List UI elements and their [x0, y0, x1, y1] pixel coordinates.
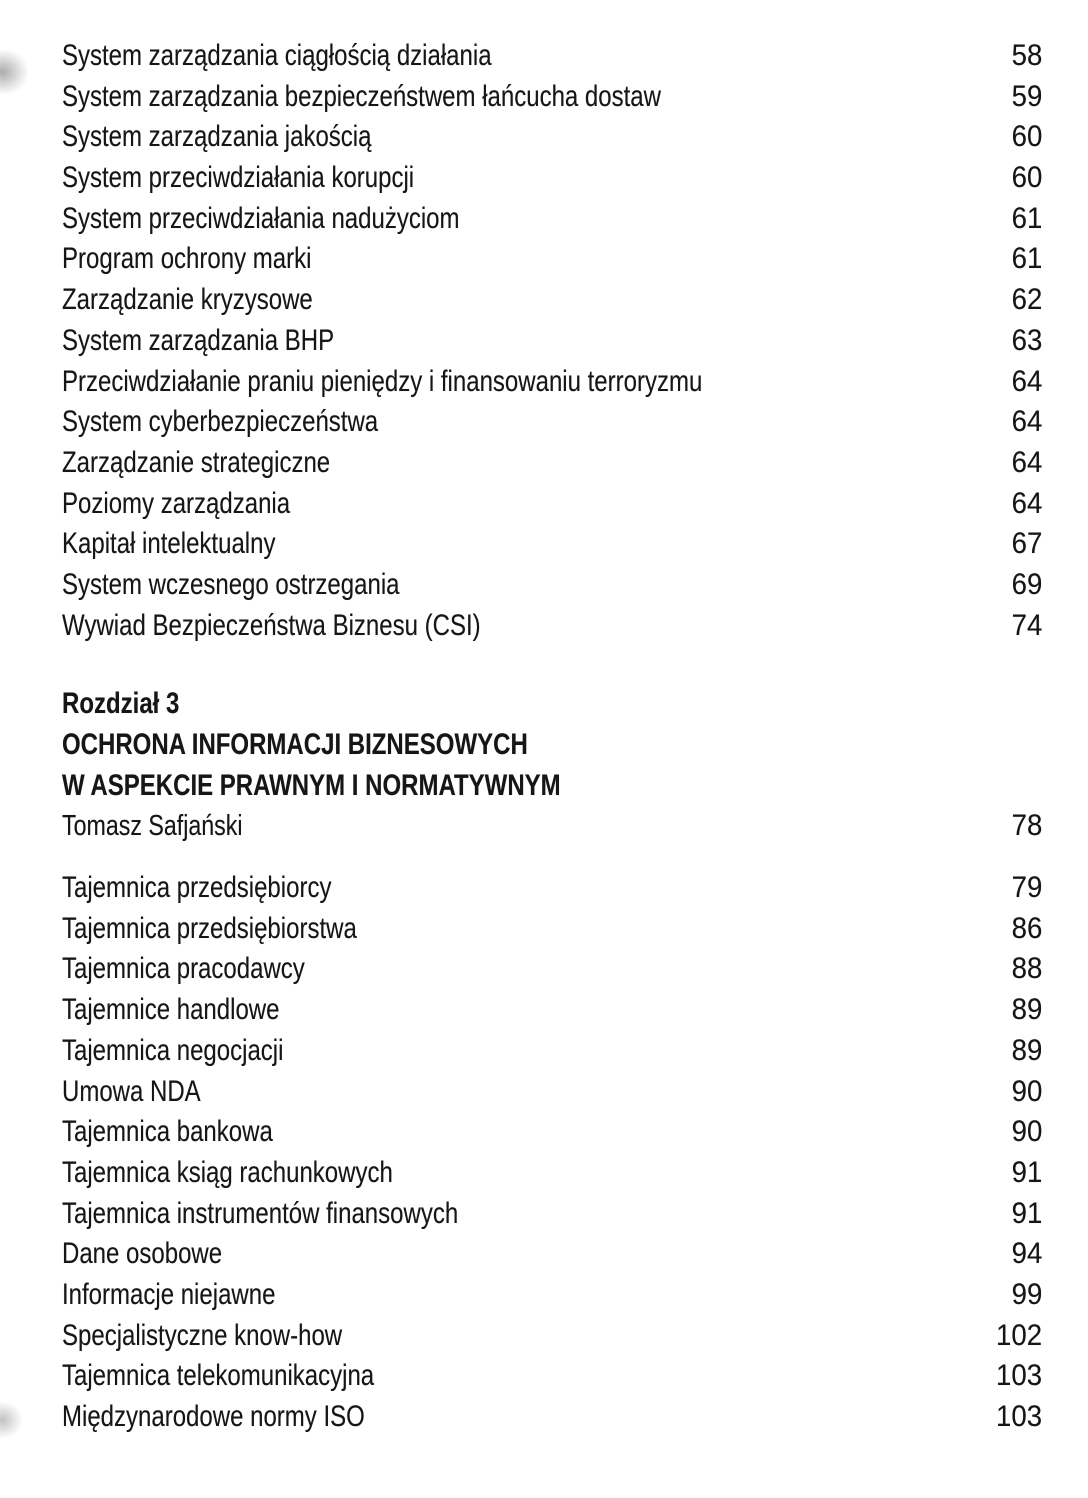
- toc-entry-row: [62, 1234, 1042, 1275]
- toc-entry-page-number: 61: [1011, 242, 1042, 276]
- toc-entry-row: [62, 1112, 1042, 1153]
- toc-entry-row: [62, 199, 1042, 240]
- toc-entry-page-number: 64: [1011, 486, 1042, 520]
- toc-entry-title: Tajemnica ksiąg rachunkowych: [62, 1155, 393, 1189]
- toc-entry-title: Informacje niejawne: [62, 1277, 276, 1311]
- toc-entry-title: Umowa NDA: [62, 1074, 201, 1108]
- toc-entry-row: [62, 565, 1042, 606]
- toc-entry-title: Tajemnica pracodawcy: [62, 952, 305, 986]
- toc-entry-page-number: 58: [1011, 39, 1042, 72]
- toc-entry-title: Dane osobowe: [62, 1237, 223, 1271]
- toc-entry-page-number: 103: [995, 1359, 1042, 1393]
- toc-entry-row: [62, 321, 1042, 362]
- toc-entry-page-number: 64: [1011, 364, 1042, 398]
- toc-section-after-chapter: [62, 868, 1042, 1438]
- toc-entry-page-number: 60: [1011, 120, 1042, 154]
- toc-entry-row: [62, 949, 1042, 990]
- toc-section-before-chapter: [62, 36, 1042, 646]
- toc-entry-row: [62, 1031, 1042, 1072]
- toc-entry-page-number: 64: [1011, 445, 1042, 479]
- toc-entry-page-number: 91: [1011, 1196, 1042, 1230]
- toc-entry-page-number: 67: [1011, 527, 1042, 561]
- chapter-title-text-1: OCHRONA INFORMACJI BIZNESOWYCH: [62, 728, 528, 761]
- chapter-title-line-1: [62, 725, 1042, 766]
- chapter-label-line: [62, 684, 1042, 725]
- toc-entry-title: Zarządzanie kryzysowe: [62, 283, 313, 317]
- toc-entry-title: Poziomy zarządzania: [62, 486, 291, 520]
- toc-entry-page-number: 91: [1011, 1155, 1042, 1189]
- toc-entry-page-number: 89: [1011, 993, 1042, 1027]
- chapter-heading-block: [62, 684, 1042, 847]
- toc-entry-title: System cyberbezpieczeństwa: [62, 405, 379, 439]
- toc-content: [62, 36, 1042, 1438]
- toc-entry-page-number: 99: [1011, 1277, 1042, 1311]
- toc-entry-title: System przeciwdziałania nadużyciom: [62, 201, 460, 235]
- toc-entry-page-number: 59: [1011, 79, 1042, 113]
- toc-entry-title: Program ochrony marki: [62, 242, 312, 276]
- toc-entry-page-number: 90: [1011, 1115, 1042, 1149]
- toc-entry-title: System zarządzania BHP: [62, 323, 335, 357]
- toc-entry-page-number: 61: [1011, 201, 1042, 235]
- toc-entry-title: Tajemnica bankowa: [62, 1115, 273, 1149]
- toc-entry-row: [62, 443, 1042, 484]
- toc-entry-page-number: 89: [1011, 1033, 1042, 1067]
- toc-entry-title: Tajemnica negocjacji: [62, 1033, 284, 1067]
- chapter-label: Rozdział 3: [62, 687, 180, 721]
- toc-entry-row: [62, 868, 1042, 909]
- chapter-title-line-2: [62, 766, 1042, 807]
- toc-entry-page-number: 79: [1011, 871, 1042, 905]
- toc-entry-row: [62, 280, 1042, 321]
- toc-entry-page-number: 90: [1011, 1074, 1042, 1108]
- toc-entry-row: [62, 158, 1042, 199]
- toc-entry-row: [62, 524, 1042, 565]
- toc-entry-page-number: 69: [1011, 567, 1042, 601]
- toc-entry-page-number: 94: [1011, 1237, 1042, 1271]
- toc-entry-page-number: 62: [1011, 283, 1042, 317]
- scan-smudge-artifact-bottom: [0, 1402, 22, 1438]
- toc-entry-row: [62, 909, 1042, 950]
- toc-entry-row: [62, 117, 1042, 158]
- toc-entry-title: Zarządzanie strategiczne: [62, 445, 331, 479]
- chapter-title-text-2: W ASPEKCIE PRAWNYM I NORMATYWNYM: [62, 768, 561, 802]
- toc-entry-row: [62, 1356, 1042, 1397]
- toc-entry-title: System zarządzania ciągłością działania: [62, 39, 492, 72]
- toc-entry-row: [62, 990, 1042, 1031]
- toc-entry-page-number: 103: [995, 1400, 1042, 1433]
- toc-entry-row: [62, 1153, 1042, 1194]
- toc-entry-page-number: 88: [1011, 952, 1042, 986]
- toc-entry-page-number: 60: [1011, 161, 1042, 195]
- toc-entry-title: Specjalistyczne know-how: [62, 1318, 343, 1352]
- toc-entry-title: Tajemnica instrumentów finansowych: [62, 1196, 459, 1230]
- toc-entry-row: [62, 1316, 1042, 1357]
- toc-entry-page-number: 86: [1011, 911, 1042, 945]
- scan-smudge-artifact-top: [0, 50, 28, 94]
- toc-entry-row: [62, 402, 1042, 443]
- chapter-author-row: [62, 806, 1042, 847]
- toc-entry-title: Tajemnica przedsiębiorstwa: [62, 911, 357, 945]
- toc-entry-row: [62, 239, 1042, 280]
- toc-entry-title: System przeciwdziałania korupcji: [62, 161, 415, 195]
- toc-entry-page-number: 102: [995, 1318, 1042, 1352]
- toc-entry-title: System zarządzania jakością: [62, 120, 372, 154]
- toc-entry-title: Przeciwdziałanie praniu pieniędzy i finansowaniu terroryzmu: [62, 364, 703, 398]
- toc-entry-row: [62, 484, 1042, 525]
- toc-entry-title: Tajemnica telekomunikacyjna: [62, 1359, 375, 1393]
- toc-entry-row: [62, 606, 1042, 647]
- toc-entry-row: [62, 1194, 1042, 1235]
- chapter-author: Tomasz Safjański: [62, 810, 243, 843]
- toc-entry-title: Wywiad Bezpieczeństwa Biznesu (CSI): [62, 608, 481, 642]
- toc-entry-row: [62, 1072, 1042, 1113]
- toc-entry-page-number: 64: [1011, 405, 1042, 439]
- toc-entry-row: [62, 36, 1042, 77]
- toc-entry-page-number: 63: [1011, 323, 1042, 357]
- toc-entry-row: [62, 362, 1042, 403]
- toc-entry-title: System wczesnego ostrzegania: [62, 567, 400, 601]
- toc-entry-row: [62, 1397, 1042, 1438]
- toc-entry-title: System zarządzania bezpieczeństwem łańcucha dostaw: [62, 79, 661, 113]
- toc-entry-page-number: 74: [1011, 608, 1042, 642]
- toc-entry-title: Kapitał intelektualny: [62, 527, 276, 561]
- toc-entry-title: Tajemnice handlowe: [62, 993, 280, 1027]
- chapter-author-page-number: 78: [1011, 809, 1042, 843]
- toc-entry-row: [62, 77, 1042, 118]
- toc-entry-row: [62, 1275, 1042, 1316]
- toc-entry-title: Tajemnica przedsiębiorcy: [62, 871, 332, 905]
- toc-entry-title: Międzynarodowe normy ISO: [62, 1400, 365, 1433]
